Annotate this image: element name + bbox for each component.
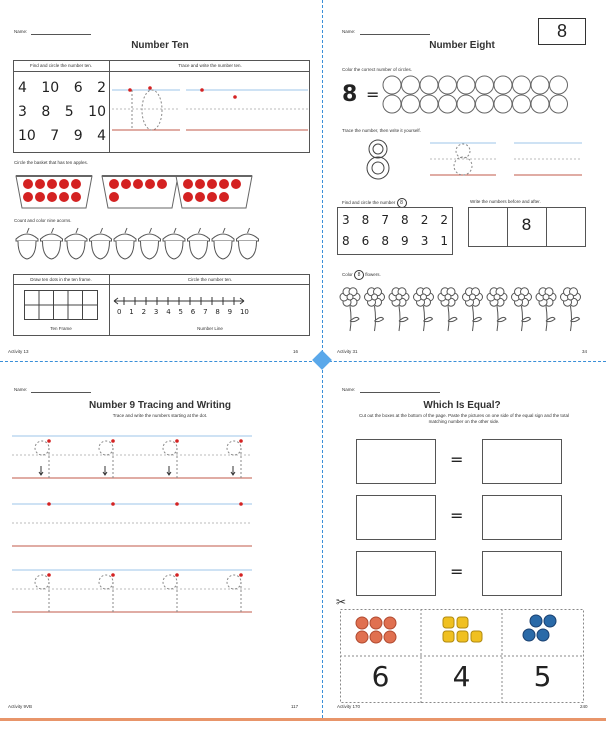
color-circle[interactable]	[513, 95, 531, 113]
grid-number: 1	[440, 234, 448, 248]
grid-number: 10	[88, 104, 106, 120]
start-dot	[239, 573, 243, 577]
grid-number: 2	[440, 213, 448, 227]
name-label: Name:	[342, 387, 356, 392]
worksheet-number-eight	[322, 0, 606, 361]
table-header-line	[13, 71, 310, 72]
flower-icon	[512, 288, 532, 331]
flower-icon	[536, 288, 556, 331]
apple-baskets	[14, 170, 254, 212]
name-label: Name:	[14, 387, 28, 392]
start-dot	[175, 502, 179, 506]
grid-number: 3	[342, 213, 350, 227]
worksheet-number-nine	[0, 362, 322, 718]
grid-number: 9	[401, 234, 409, 248]
tick-label: 2	[141, 308, 147, 316]
flower-icon	[487, 288, 507, 331]
color-circle[interactable]	[402, 95, 420, 113]
grid-number: 8	[342, 234, 350, 248]
paste-box[interactable]	[356, 495, 436, 540]
name-line	[360, 34, 430, 35]
flower-icon	[389, 288, 409, 331]
start-dot	[175, 439, 179, 443]
paste-box[interactable]	[356, 439, 436, 484]
name-label: Name:	[342, 29, 356, 34]
color-circle[interactable]	[531, 95, 549, 113]
paste-box[interactable]	[482, 439, 562, 484]
activity-label: Activity 9VB	[8, 704, 33, 709]
tick-label: 4	[166, 308, 171, 316]
flower-icon	[365, 288, 385, 331]
color-circle[interactable]	[457, 76, 475, 94]
paste-box[interactable]	[482, 551, 562, 596]
color-circle[interactable]	[550, 76, 568, 94]
frame-label: Draw ten dots in the ten frame.	[30, 277, 92, 282]
start-dot	[239, 502, 243, 506]
activity-label: Activity 31	[337, 349, 358, 354]
grid-number: 2	[420, 213, 429, 227]
nine-tracing-rows	[12, 422, 252, 622]
tick-label: 9	[227, 308, 233, 316]
color-circle[interactable]	[383, 76, 401, 94]
acorn-icon	[212, 228, 234, 259]
color-circle[interactable]	[550, 95, 568, 113]
grid-number: 8	[401, 213, 409, 227]
grid-number: 10	[41, 80, 60, 96]
number-box: 8	[538, 18, 586, 45]
number-grid-row	[342, 234, 448, 248]
circles-grid	[382, 75, 582, 117]
page-title: Number Ten	[131, 40, 189, 51]
bottom-bar	[0, 718, 606, 721]
acorn-icon	[114, 228, 136, 259]
number-grid-row	[18, 104, 106, 120]
grid-number: 6	[73, 80, 83, 96]
worksheet-which-is-equal	[322, 362, 606, 718]
numline-caption: Number Line	[197, 326, 223, 331]
tick-label: 6	[190, 308, 196, 316]
grid-number: 3	[18, 104, 27, 120]
acorn-label: Count and color nine acorns.	[14, 218, 72, 223]
grid-number: 4	[18, 80, 27, 96]
color-circle[interactable]	[402, 76, 420, 94]
scissors-icon: ✂	[336, 595, 347, 609]
acorn-icon	[237, 228, 259, 259]
number-grid-row	[18, 128, 106, 144]
color-circle[interactable]	[383, 95, 401, 113]
acorns-row	[12, 227, 262, 261]
color-circle[interactable]	[494, 76, 512, 94]
number-grid-row	[342, 213, 448, 227]
flower-label	[342, 270, 381, 280]
name-line	[31, 392, 91, 393]
basket-label: Circle the basket that has ten apples.	[14, 160, 89, 165]
color-circle[interactable]	[420, 76, 438, 94]
tick-label: 5	[178, 308, 183, 316]
color-circle[interactable]	[439, 76, 457, 94]
grid-number: 8	[41, 104, 51, 120]
grid-number: 8	[361, 213, 370, 227]
ten-tracing-area	[112, 74, 308, 150]
numline-label: Circle the number ten.	[187, 277, 233, 282]
find-label: Find and circle the number ten.	[29, 63, 93, 68]
color-circle[interactable]	[439, 95, 457, 113]
acorn-icon	[139, 228, 161, 259]
worksheet-number-ten	[0, 0, 322, 361]
write-label: Write the numbers before and after.	[470, 199, 541, 204]
acorn-icon	[65, 228, 87, 259]
table-divider	[109, 60, 110, 153]
ten-frame	[24, 290, 98, 320]
number-grid-row	[18, 80, 106, 96]
trace-label: Trace and write the number ten.	[178, 63, 242, 68]
activity-label: Activity 170	[337, 704, 361, 709]
start-dot	[111, 439, 115, 443]
page-number: 16	[293, 349, 299, 354]
start-dot	[111, 573, 115, 577]
acorn-icon	[16, 228, 38, 259]
equals-sign: =	[366, 85, 380, 104]
grid-number: 6	[361, 234, 370, 248]
name-line	[31, 34, 91, 35]
color-label: Color the correct number of circles.	[342, 67, 413, 72]
circled-number: 8	[354, 270, 364, 280]
grid-number: 3	[420, 234, 429, 248]
color-circle[interactable]	[476, 76, 494, 94]
grid-number: 7	[50, 128, 60, 144]
tracing-row	[12, 436, 252, 478]
frame-caption: Ten Frame	[50, 326, 72, 331]
tracing-row	[12, 570, 252, 612]
grid-number: 2	[97, 80, 106, 96]
flowers-row	[338, 283, 588, 333]
start-dot	[47, 439, 51, 443]
color-circle[interactable]	[494, 95, 512, 113]
find-label-text: Find and circle the number	[342, 200, 396, 205]
numline-labels	[117, 308, 249, 316]
number-line	[112, 296, 246, 306]
page-number: 240	[580, 704, 588, 709]
color-circle[interactable]	[457, 95, 475, 113]
equals-sign: =	[450, 562, 464, 581]
name-line	[360, 392, 440, 393]
table-header-line	[13, 284, 310, 285]
big-eight: 8	[342, 82, 358, 107]
flower-icon	[561, 288, 581, 331]
start-dot	[47, 502, 51, 506]
grid-number: 9	[73, 128, 83, 144]
page-title: Number Eight	[429, 40, 495, 51]
acorn-icon	[163, 228, 185, 259]
start-dot	[111, 502, 115, 506]
color-circle[interactable]	[420, 95, 438, 113]
color-circle[interactable]	[476, 95, 494, 113]
acorn-icon	[41, 228, 63, 259]
cutout-number: 5	[533, 660, 552, 693]
color-circle[interactable]	[513, 76, 531, 94]
grid-number: 10	[18, 128, 36, 144]
eight-tracing-area	[362, 137, 592, 183]
tick-label: 0	[117, 308, 122, 316]
circled-number: 8	[397, 198, 407, 208]
flower-icon	[340, 288, 360, 331]
tick-label: 1	[129, 308, 134, 316]
name-label: Name:	[14, 29, 28, 34]
grid-number: 7	[381, 213, 389, 227]
acorn-icon	[90, 228, 112, 259]
start-dot	[239, 439, 243, 443]
tick-label: 3	[153, 308, 159, 316]
tracing-row	[12, 502, 252, 546]
start-dot	[175, 573, 179, 577]
tick-label: 7	[203, 308, 208, 316]
flower-label-text: flowers.	[365, 272, 381, 277]
paste-box[interactable]	[356, 551, 436, 596]
activity-label: Activity 13	[8, 349, 29, 354]
trace-label: Trace the number, then write it yourself.	[342, 128, 421, 133]
paste-box[interactable]	[482, 495, 562, 540]
start-dot	[47, 573, 51, 577]
grid-number: 4	[97, 128, 106, 144]
tick-label: 10	[239, 308, 249, 316]
page-title: Which Is Equal?	[423, 400, 501, 411]
middle-number: 8	[521, 215, 532, 234]
page-number: 34	[582, 349, 588, 354]
cutout-number: 6	[371, 660, 390, 693]
acorn-icon	[188, 228, 210, 259]
flower-icon	[438, 288, 458, 331]
grid-number: 8	[381, 234, 389, 248]
page-subtitle: Trace and write the numbers starting at the dot.	[112, 413, 208, 418]
cutout-number: 4	[452, 660, 471, 693]
box-divider	[546, 207, 547, 247]
flower-icon	[463, 288, 483, 331]
page-title: Number 9 Tracing and Writing	[88, 400, 232, 411]
flower-label-text: Color	[342, 272, 353, 277]
equals-sign: =	[450, 506, 464, 525]
equals-sign: =	[450, 450, 464, 469]
tick-label: 8	[215, 308, 220, 316]
instructions: Cut out the boxes at the bottom of the page. Paste the pictures on one side of the equal sign and the total matching number on the other side.	[359, 413, 569, 424]
flower-icon	[414, 288, 434, 331]
grid-number: 5	[64, 104, 74, 120]
page-number: 117	[291, 704, 299, 709]
color-circle[interactable]	[531, 76, 549, 94]
